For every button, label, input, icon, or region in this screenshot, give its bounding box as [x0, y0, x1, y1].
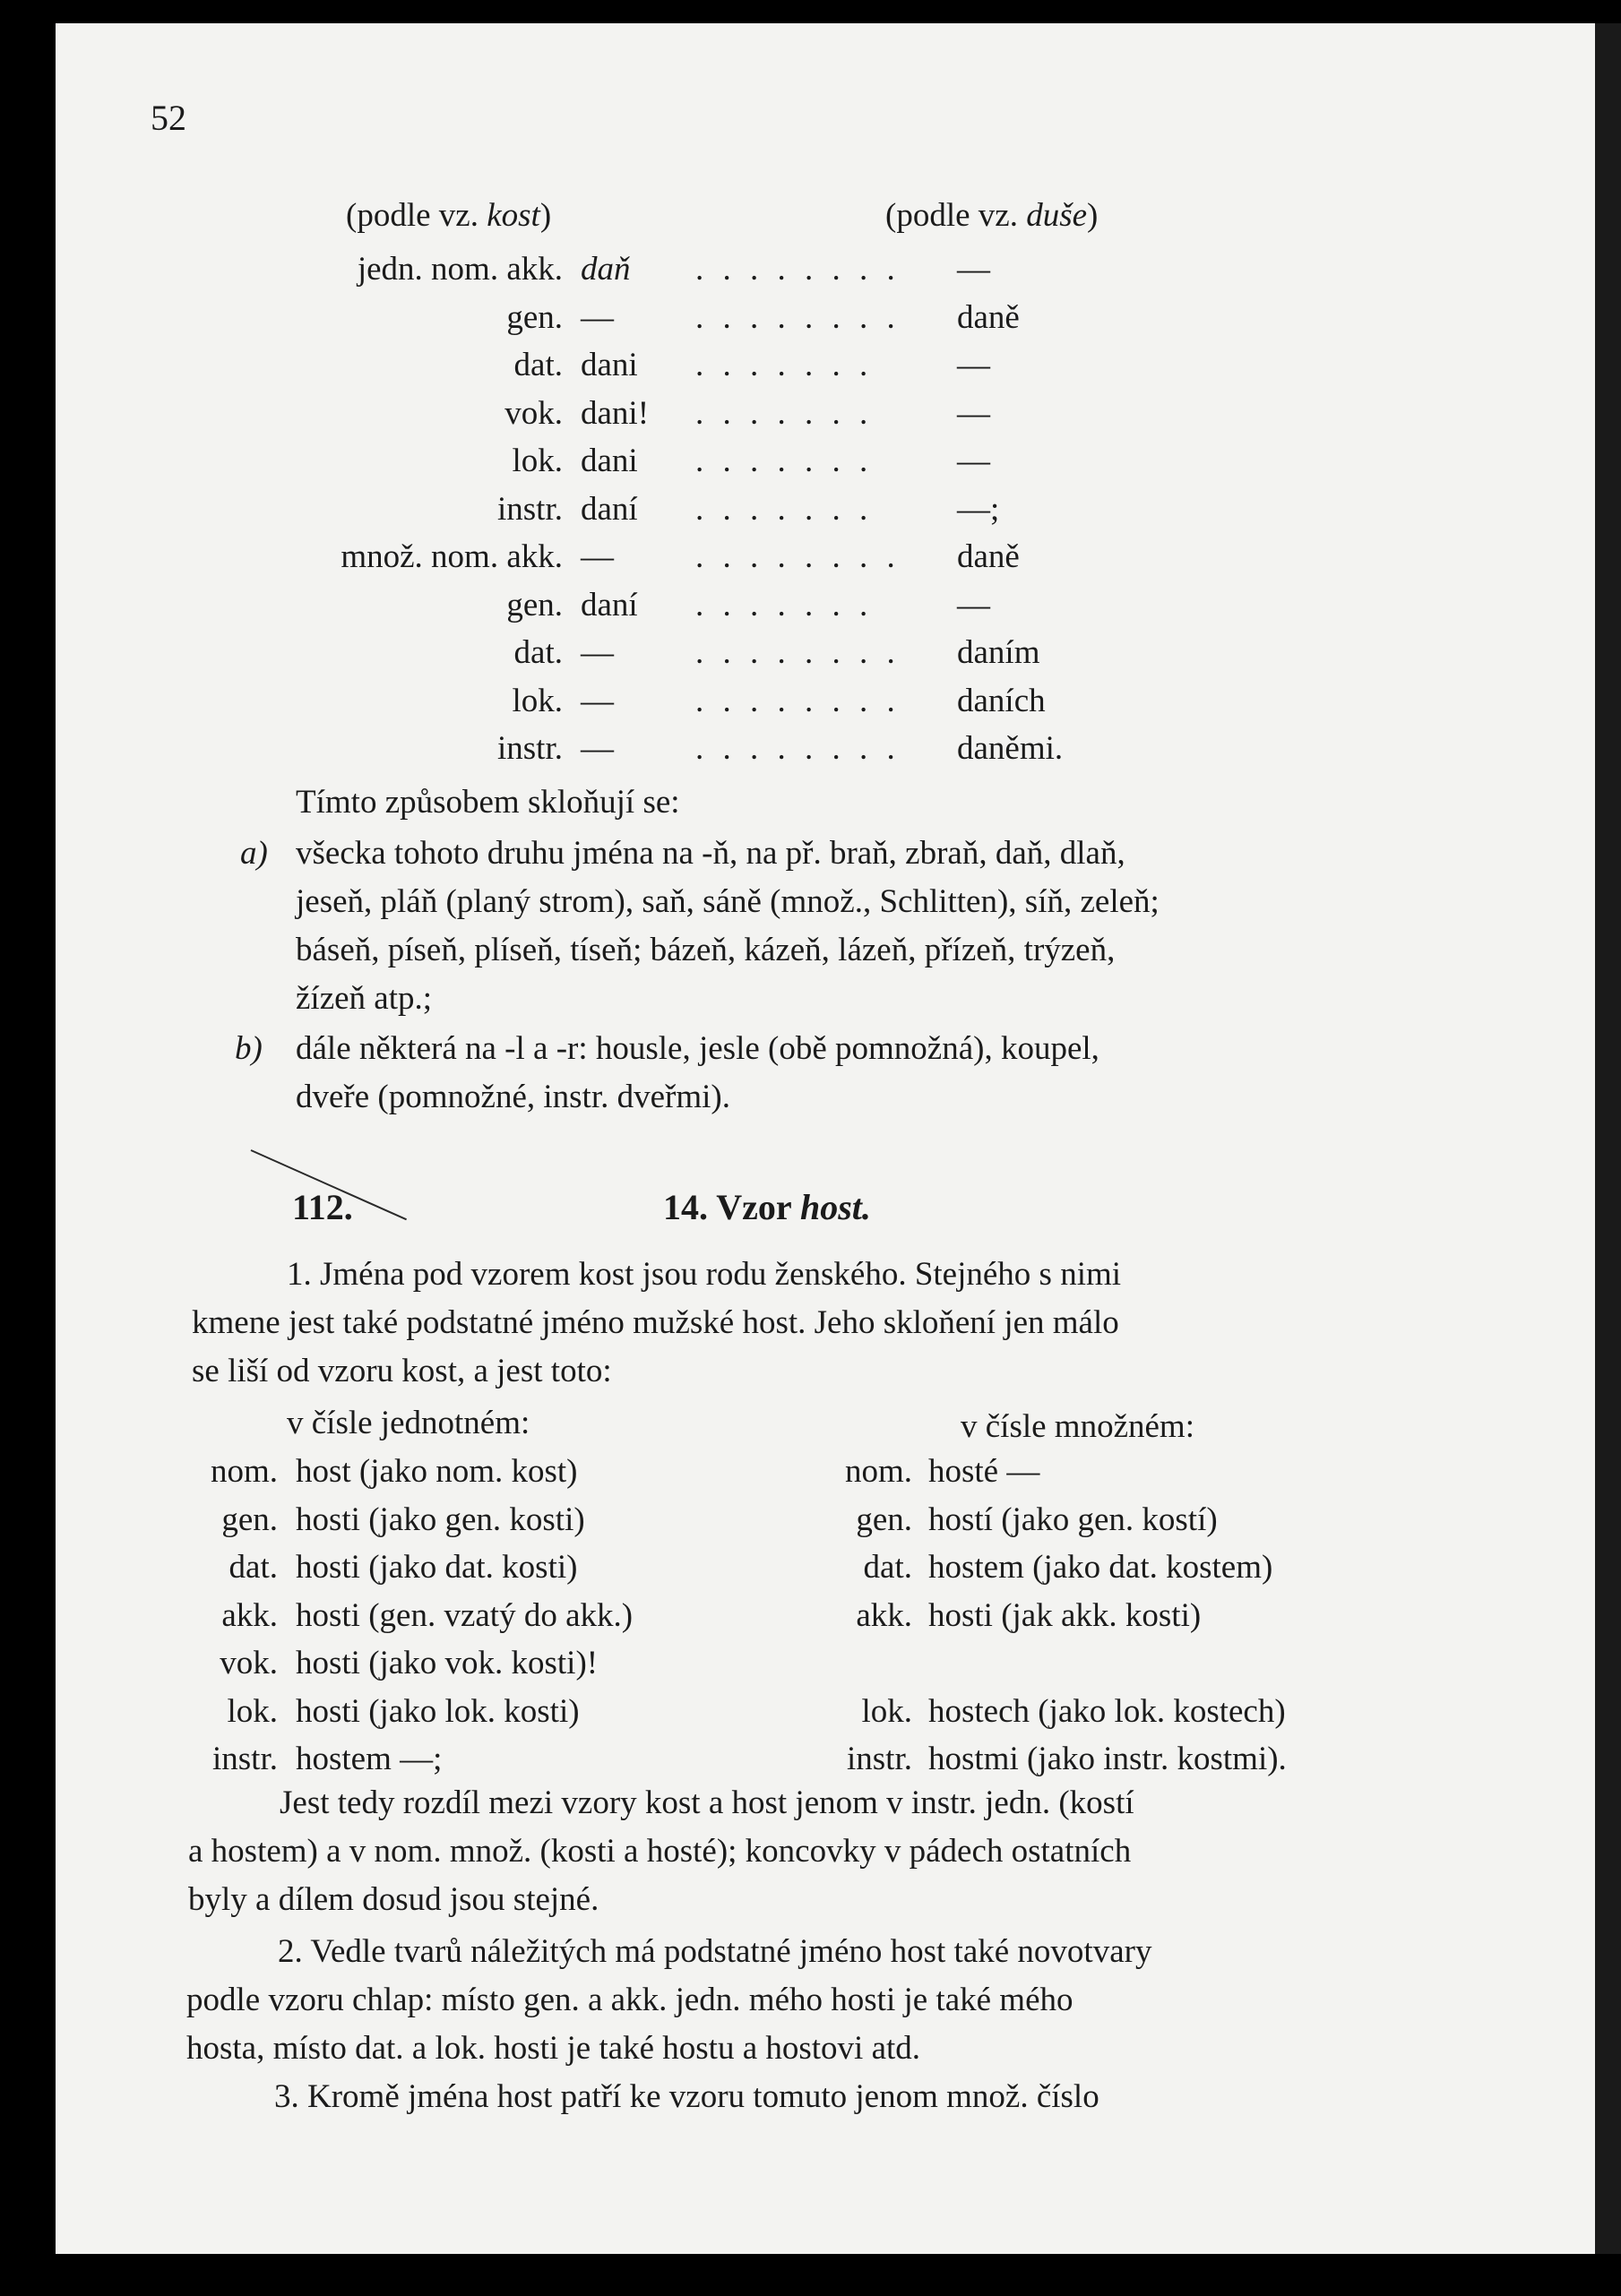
plural-case-label: gen.	[856, 1501, 912, 1538]
decl-row-duse-form: daně	[957, 538, 1020, 575]
item-a-line-3: báseň, píseň, plíseň, tíseň; bázeň, kázeň, lázeň, přízeň, trýzeň,	[296, 932, 1116, 968]
decl-row-kost-form: dani	[581, 443, 638, 479]
singular-case-form: host (jako nom. kost)	[296, 1453, 578, 1490]
decl-row-kost-form: daní	[581, 586, 638, 623]
decl-row-leader-dots: . . . . . . . .	[695, 298, 901, 336]
plural-case-form: hostech (jako lok. kostech)	[928, 1692, 1286, 1730]
decl-row-kost-form: —	[581, 538, 614, 575]
decl-row-label: lok.	[512, 443, 563, 479]
decl-row-label: dat.	[513, 634, 563, 671]
plural-case-form: hostem (jako dat. kostem)	[928, 1549, 1273, 1586]
diff-line-3: byly a dílem dosud jsou stejné.	[188, 1881, 599, 1918]
decl-header-right: (podle vz. duše)	[885, 197, 1099, 234]
decl-row-duse-form: —	[957, 394, 990, 432]
intro-line: Tímto způsobem skloňují se:	[296, 784, 680, 821]
plural-case-form: hostmi (jako instr. kostmi).	[928, 1741, 1287, 1777]
decl-row-duse-form: —	[957, 443, 990, 479]
plural-case-label: instr.	[847, 1741, 912, 1777]
decl-row-kost-form: dani!	[581, 394, 650, 432]
singular-case-label: akk.	[221, 1596, 278, 1634]
decl-row-label: instr.	[497, 490, 563, 528]
singular-case-label: vok.	[220, 1645, 278, 1681]
para3-line-1: 3. Kromě jména host patří ke vzoru tomuto jenom množ. číslo	[274, 2078, 1099, 2115]
decl-row-duse-form: daním	[957, 634, 1040, 671]
item-b-line-2: dveře (pomnožné, instr. dveřmi).	[296, 1079, 730, 1115]
decl-row-kost-form: —	[581, 298, 614, 336]
singular-case-label: dat.	[228, 1549, 278, 1586]
page-number: 52	[151, 98, 186, 138]
decl-row-leader-dots: . . . . . . . .	[695, 682, 901, 719]
para2-line-1: 2. Vedle tvarů náležitých má podstatné jméno host také novotvary	[278, 1933, 1152, 1970]
plural-case-label: lok.	[861, 1692, 912, 1730]
plural-case-form: hosté —	[928, 1453, 1040, 1490]
diff-line-2: a hostem) a v nom. množ. (kosti a hosté); koncovky v pádech ostatních	[188, 1833, 1132, 1870]
decl-row-kost-form: dani	[581, 347, 638, 383]
decl-row-leader-dots: . . . . . . . .	[695, 251, 901, 288]
section-number: 112.	[292, 1187, 353, 1227]
diff-line-1: Jest tedy rozdíl mezi vzory kost a host jenom v instr. jedn. (kostí	[280, 1784, 1134, 1821]
decl-row-leader-dots: . . . . . . . .	[695, 730, 901, 767]
para2-line-2: podle vzoru chlap: místo gen. a akk. jedn. mého hosti je také mého	[186, 1982, 1073, 2018]
plural-case-label: nom.	[844, 1453, 912, 1490]
page-edge-shadow	[1595, 23, 1621, 2254]
plural-case-label: dat.	[863, 1549, 912, 1586]
decl-row-label: instr.	[497, 730, 563, 767]
item-a-marker: a)	[240, 835, 268, 872]
decl-row-kost-form: daň	[581, 251, 631, 288]
decl-row-duse-form: —	[957, 347, 990, 383]
plural-case-label: akk.	[856, 1596, 912, 1634]
decl-row-duse-form: —	[957, 586, 990, 623]
decl-row-leader-dots: . . . . . . .	[695, 586, 874, 623]
singular-case-label: nom.	[210, 1453, 278, 1490]
decl-row-duse-form: daně	[957, 298, 1020, 336]
decl-row-leader-dots: . . . . . . .	[695, 490, 874, 528]
item-a-line-2: jeseň, pláň (planý strom), saň, sáně (množ., Schlitten), síň, zeleň;	[296, 883, 1160, 920]
para1-line-1: 1. Jména pod vzorem kost jsou rodu ženského. Stejného s nimi	[287, 1256, 1122, 1293]
decl-row-label: množ. nom. akk.	[341, 538, 563, 575]
decl-row-duse-form: —;	[957, 490, 1000, 528]
singular-case-form: hosti (gen. vzatý do akk.)	[296, 1596, 634, 1634]
plural-case-form: hosti (jak akk. kosti)	[928, 1596, 1202, 1634]
decl-row-duse-form: daních	[957, 682, 1046, 719]
para2-line-3: hosta, místo dat. a lok. hosti je také hostu a hostovi atd.	[186, 2030, 921, 2067]
decl-row-label: jedn. nom. akk.	[357, 251, 563, 288]
decl-row-label: dat.	[513, 347, 563, 383]
decl-row-label: gen.	[506, 586, 563, 623]
para1-line-3: se liší od vzoru kost, a jest toto:	[192, 1353, 612, 1389]
section-title: 14. Vzor host.	[663, 1187, 871, 1227]
decl-row-leader-dots: . . . . . . . .	[695, 538, 901, 575]
decl-row-label: gen.	[506, 298, 563, 336]
decl-header-left: (podle vz. kost)	[346, 197, 552, 234]
item-b-line-1: dále některá na -l a -r: housle, jesle (obě pomnožná), koupel,	[296, 1030, 1099, 1067]
decl-row-duse-form: —	[957, 251, 990, 288]
decl-row-kost-form: —	[581, 682, 614, 719]
decl-row-kost-form: —	[581, 730, 614, 767]
singular-case-form: hostem —;	[296, 1741, 443, 1777]
decl-row-leader-dots: . . . . . . .	[695, 443, 874, 479]
singular-header: v čísle jednotném:	[287, 1405, 530, 1441]
singular-case-label: instr.	[212, 1741, 278, 1777]
decl-row-duse-form: daněmi.	[957, 730, 1064, 767]
decl-row-kost-form: daní	[581, 490, 638, 528]
item-a-line-1: všecka tohoto druhu jména na -ň, na př. braň, zbraň, daň, dlaň,	[296, 835, 1125, 872]
singular-case-form: hosti (jako dat. kosti)	[296, 1549, 578, 1586]
decl-row-leader-dots: . . . . . . .	[695, 347, 874, 383]
singular-case-form: hosti (jako lok. kosti)	[296, 1692, 580, 1730]
decl-row-label: vok.	[504, 394, 563, 432]
decl-row-kost-form: —	[581, 634, 614, 671]
plural-case-form: hostí (jako gen. kostí)	[928, 1501, 1218, 1538]
item-a-line-4: žízeň atp.;	[296, 980, 433, 1017]
singular-case-label: gen.	[221, 1501, 278, 1538]
singular-case-form: hosti (jako vok. kosti)!	[296, 1645, 599, 1681]
decl-row-leader-dots: . . . . . . .	[695, 394, 874, 432]
decl-row-label: lok.	[512, 682, 563, 719]
para1-line-2: kmene jest také podstatné jméno mužské host. Jeho skloňení jen málo	[192, 1304, 1119, 1341]
singular-case-label: lok.	[227, 1692, 278, 1730]
singular-case-form: hosti (jako gen. kosti)	[296, 1501, 585, 1538]
plural-header: v čísle množném:	[961, 1408, 1194, 1445]
decl-row-leader-dots: . . . . . . . .	[695, 634, 901, 671]
item-b-marker: b)	[235, 1030, 263, 1067]
